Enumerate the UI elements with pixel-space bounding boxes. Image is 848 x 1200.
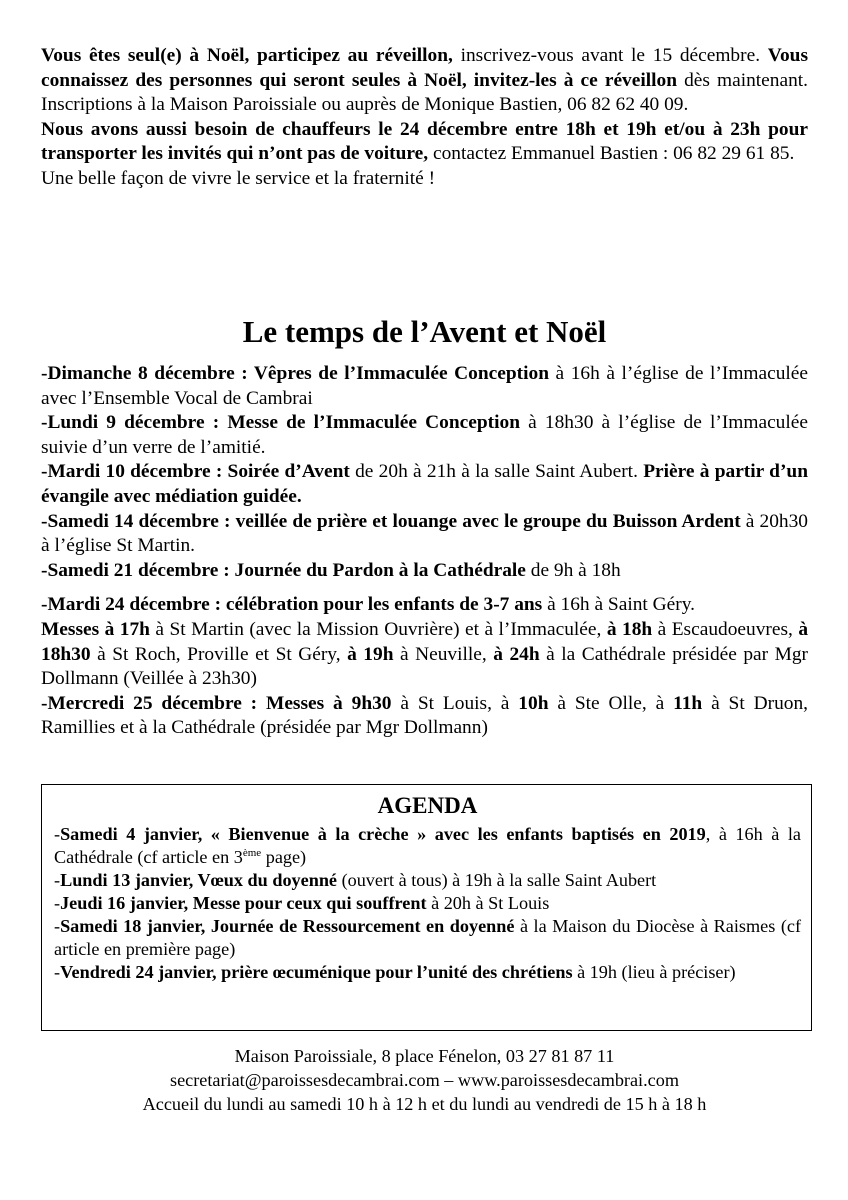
intro-section bbox=[41, 44, 808, 192]
agenda-dash: - bbox=[54, 824, 61, 844]
event-heading: Prière à partir d’un évangile avec médiation guidée. bbox=[41, 461, 808, 507]
event-heading: -Mardi 24 décembre : célébration pour les enfants de 3-7 ans bbox=[41, 594, 543, 616]
event-heading: -Lundi 9 décembre : Messe de l’Immaculée Conception bbox=[41, 412, 520, 434]
footer bbox=[41, 1044, 808, 1116]
intro-paragraph-reveillon bbox=[41, 44, 808, 118]
agenda-details: (ouvert à tous) à 19h à la salle Saint Aubert bbox=[337, 870, 657, 890]
footer-address: Maison Paroissiale, 8 place Fénelon, 03 27 81 87 11 bbox=[234, 1046, 615, 1066]
event-details: à St Druon, Ramillies et à la Cathédrale (présidée par Mgr Dollmann) bbox=[41, 692, 809, 739]
agenda-heading: Samedi 4 janvier, « Bienvenue à la crèche » avec les enfants baptisés en 2019 bbox=[60, 824, 706, 844]
agenda-superscript: ème bbox=[242, 847, 262, 859]
intro-bold-text: Vous connaissez des personnes qui seront seules à Noël, invitez-les à ce réveillon bbox=[41, 45, 808, 91]
event-details: à la Cathédrale présidée par Mgr Dollmann (Veillée à 23h30) bbox=[41, 643, 809, 690]
event-heading: -Mardi 10 décembre : Soirée d’Avent bbox=[41, 461, 350, 483]
event-details: à 16h à l’église de l’Immaculée avec l’Ensemble Vocal de Cambrai bbox=[41, 363, 808, 409]
event-heading: à 19h bbox=[347, 643, 394, 665]
intro-text: dès maintenant. Inscriptions à la Maison Paroissiale ou auprès de Monique Bastien, 06 82 62 40 09. bbox=[41, 69, 808, 116]
event-details: à St Louis, à bbox=[391, 692, 519, 714]
event-details: à 18h30 à l’église de l’Immaculée suivie d’un verre de l’amitié. bbox=[41, 412, 808, 458]
event-details: à Ste Olle, à bbox=[548, 692, 674, 714]
event-heading: -Samedi 14 décembre : veillée de prière et louange avec le groupe du Buisson Ardent bbox=[41, 510, 741, 532]
agenda-details: à la Maison du Diocèse à Raismes (cf article en première page) bbox=[54, 916, 802, 959]
event-details: à St Roch, Proville et St Géry, bbox=[90, 643, 348, 665]
agenda-heading: Jeudi 16 janvier, Messe pour ceux qui souffrent bbox=[60, 893, 427, 913]
footer-hours: Accueil du lundi au samedi 10 h à 12 h et du lundi au vendredi de 15 h à 18 h bbox=[142, 1094, 707, 1114]
event-heading: à 18h30 bbox=[41, 618, 809, 665]
event-item bbox=[41, 510, 808, 559]
intro-text: inscrivez-vous avant le 15 décembre. bbox=[452, 45, 768, 66]
event-item bbox=[41, 460, 808, 509]
event-details: à Escaudoeuvres, bbox=[652, 618, 799, 640]
event-heading: à 18h bbox=[606, 618, 653, 640]
agenda-details: à 19h (lieu à préciser) bbox=[572, 962, 736, 982]
event-details: de 20h à 21h à la salle Saint Aubert. bbox=[349, 461, 644, 483]
event-heading: -Samedi 21 décembre : Journée du Pardon à la Cathédrale bbox=[41, 559, 526, 581]
intro-text: contactez Emmanuel Bastien : 06 82 29 61 85. bbox=[428, 143, 795, 165]
agenda-details: , à 16h à la Cathédrale (cf article en 3 bbox=[54, 824, 801, 867]
intro-paragraph-fraternite: Une belle façon de vivre le service et la fraternité ! bbox=[41, 167, 436, 189]
agenda-item bbox=[54, 961, 801, 984]
agenda-box bbox=[41, 784, 812, 1031]
event-heading: -Dimanche 8 décembre : Vêpres de l’Immaculée Conception bbox=[41, 363, 549, 384]
section-title: Le temps de l’Avent et Noël bbox=[242, 314, 607, 349]
event-item bbox=[41, 593, 808, 618]
event-heading: 11h bbox=[673, 692, 703, 714]
agenda-title: AGENDA bbox=[377, 793, 478, 818]
event-item bbox=[41, 411, 808, 460]
agenda-dash: - bbox=[54, 893, 61, 913]
event-item bbox=[41, 692, 808, 741]
spacer bbox=[41, 583, 808, 593]
agenda-heading: Lundi 13 janvier, Vœux du doyenné bbox=[60, 870, 338, 890]
events-list bbox=[41, 362, 808, 741]
event-item-messes bbox=[41, 618, 808, 692]
event-item bbox=[41, 559, 808, 584]
event-heading: Messes à 17h bbox=[41, 618, 150, 640]
event-details: à St Martin (avec la Mission Ouvrière) et à l’Immaculée, bbox=[149, 618, 607, 640]
agenda-item bbox=[54, 823, 801, 869]
agenda-dash: - bbox=[54, 916, 61, 936]
agenda-item bbox=[54, 915, 801, 961]
intro-bold-text: Vous êtes seul(e) à Noël, participez au réveillon, bbox=[41, 45, 453, 66]
event-heading: -Mercredi 25 décembre : Messes à 9h30 bbox=[41, 692, 392, 714]
agenda-item bbox=[54, 892, 801, 915]
intro-bold-text: Nous avons aussi besoin de chauffeurs le 24 décembre entre 18h et 19h et/ou à 23h pour transporter les invités qui n’ont pas de voiture, bbox=[41, 118, 808, 165]
event-details: à Neuville, bbox=[393, 643, 494, 665]
agenda-item bbox=[54, 869, 801, 892]
event-heading: 10h bbox=[518, 692, 549, 714]
intro-paragraph-chauffeurs bbox=[41, 118, 808, 167]
event-item bbox=[41, 362, 808, 411]
agenda-dash: - bbox=[54, 962, 61, 982]
event-details: à 16h à Saint Géry. bbox=[542, 594, 695, 616]
agenda-details: à 20h à St Louis bbox=[426, 893, 550, 913]
agenda-heading: Vendredi 24 janvier, prière œcuménique pour l’unité des chrétiens bbox=[60, 962, 573, 982]
agenda-dash: - bbox=[54, 870, 61, 890]
event-details: de 9h à 18h bbox=[525, 559, 621, 581]
footer-contact: secretariat@paroissesdecambrai.com – www.paroissesdecambrai.com bbox=[170, 1070, 679, 1090]
page bbox=[41, 44, 809, 1114]
agenda-heading: Samedi 18 janvier, Journée de Ressourcement en doyenné bbox=[60, 916, 515, 936]
event-heading: à 24h bbox=[493, 643, 540, 665]
event-details: à 20h30 à l’église St Martin. bbox=[41, 510, 808, 557]
agenda-details: page) bbox=[261, 847, 307, 867]
